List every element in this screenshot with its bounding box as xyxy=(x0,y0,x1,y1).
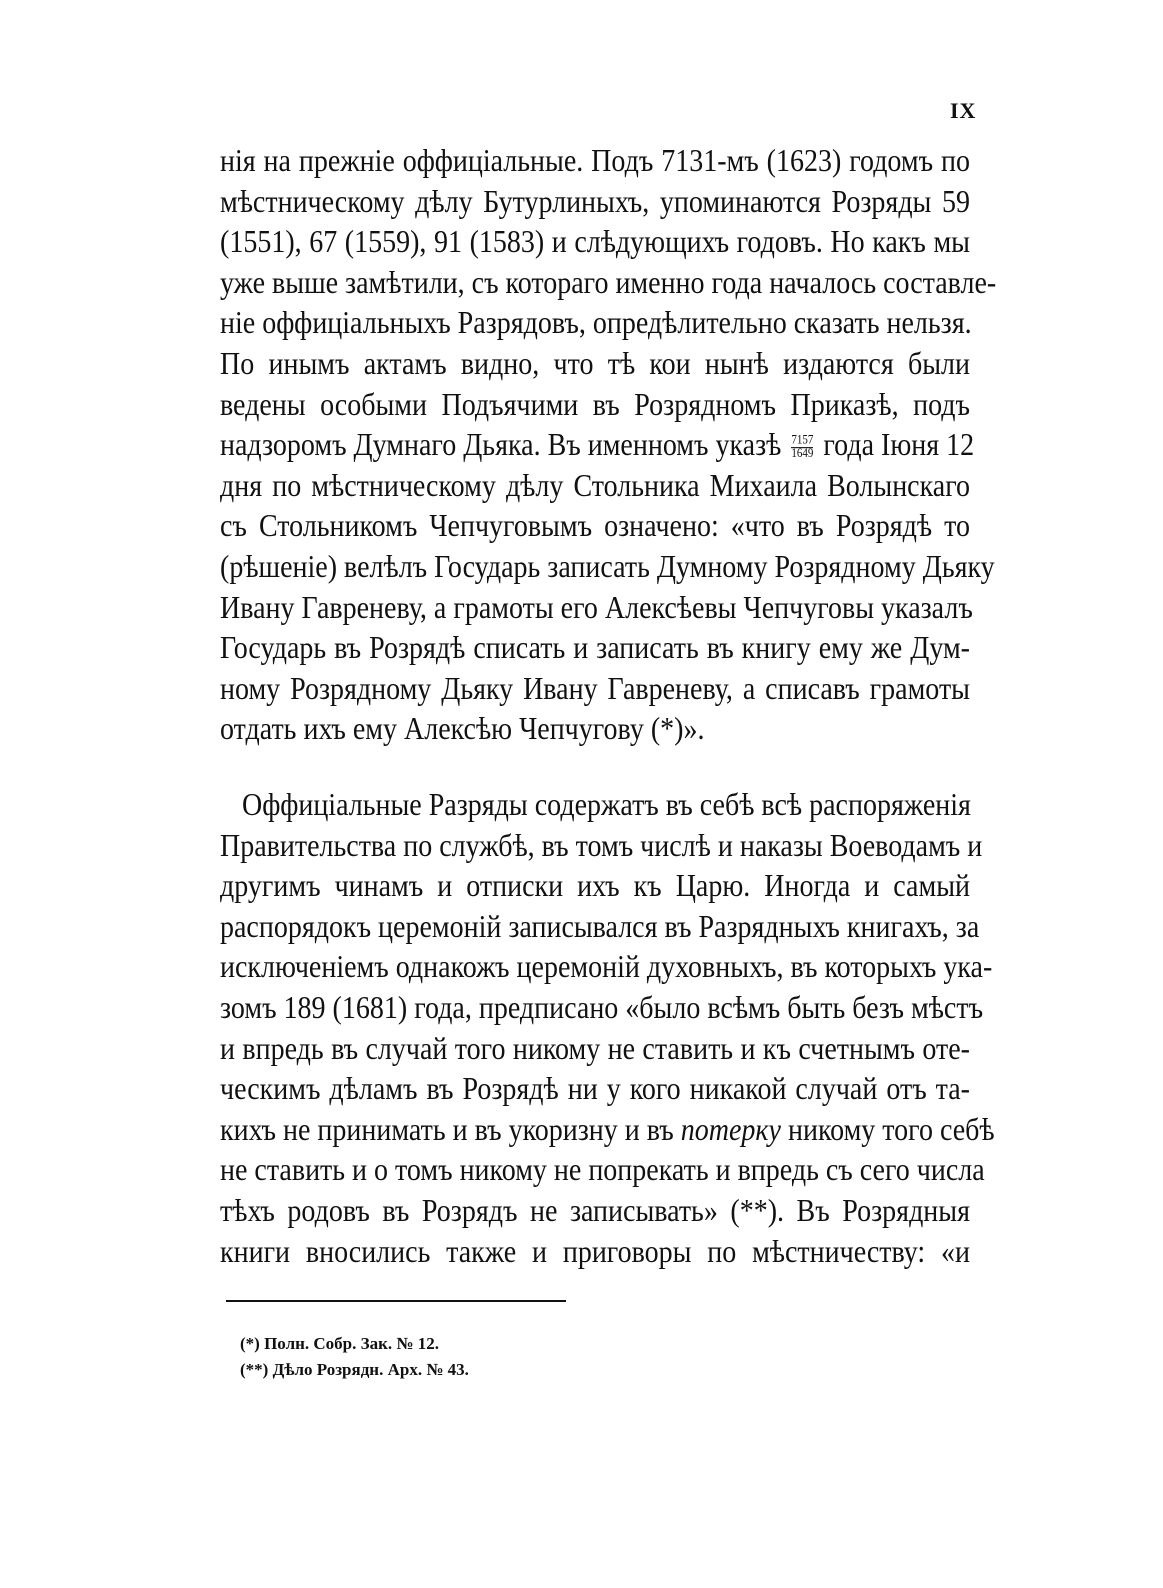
text-line xyxy=(220,424,975,469)
text-line xyxy=(220,627,970,672)
text-run: отдать ихъ ему Алексѣю Чепчугову (*)». xyxy=(220,712,705,748)
text-line xyxy=(220,221,970,266)
text-run: съ Стольникомъ Чепчуговымъ означено: «что въ Розрядѣ то xyxy=(220,509,970,545)
text-line xyxy=(220,946,993,991)
text-run: нія на прежніе оффиціальные. Подъ 7131-мъ (1623) годомъ по xyxy=(220,144,970,179)
text-line xyxy=(220,1068,970,1113)
year-fraction xyxy=(791,435,813,461)
fraction-top: 7157 xyxy=(791,433,814,448)
text-line xyxy=(220,1190,970,1235)
text-line xyxy=(220,784,970,829)
text-run: Оффиціальные Разряды содержатъ въ себѣ всѣ распоряженія xyxy=(242,788,971,823)
text-run: тѣхъ родовъ въ Розрядъ не записывать» (**). Въ Розрядныя xyxy=(220,1193,970,1229)
paragraph-1 xyxy=(220,142,997,751)
text-line xyxy=(220,824,983,869)
fraction-bottom: 1649 xyxy=(791,447,814,461)
text-line xyxy=(220,708,970,753)
text-run: зомъ 189 (1681) года, предписано «было всѣмъ быть безъ мѣстъ xyxy=(220,991,984,1026)
text-run: (рѣшеніе) велѣлъ Государь записать Думному Розрядному Дьяку xyxy=(220,549,995,585)
text-line xyxy=(220,865,970,910)
text-run: года Іюня 12 xyxy=(816,428,975,463)
text-run: дня по мѣстническому дѣлу Стольника Михаила Волынскаго xyxy=(220,468,970,504)
text-line xyxy=(220,140,970,185)
text-line xyxy=(220,464,970,509)
text-line xyxy=(220,905,980,950)
text-run: Правительства по службѣ, въ томъ числѣ и наказы Воеводамъ и xyxy=(220,828,983,864)
text-run: исключеніемъ однакожъ церемоній духовныхъ, въ которыхъ ука- xyxy=(220,950,993,986)
text-run: По инымъ актамъ видно, что тѣ кои нынѣ издаются были xyxy=(220,347,970,382)
text-line xyxy=(220,302,970,347)
text-run: другимъ чинамъ и отписки ихъ къ Царю. Иногда и самый xyxy=(220,869,970,904)
text-run: (1551), 67 (1559), 91 (1583) и слѣдующихъ годовъ. Но какъ мы xyxy=(220,225,970,260)
italic-text: потерку xyxy=(680,1112,781,1148)
text-run: не ставить и о томъ никому не попрекать и впредь съ сего числа xyxy=(220,1153,985,1189)
text-line xyxy=(220,343,970,388)
text-run: ніе оффиціальныхъ Разрядовъ, опредѣлительно сказать нельзя. xyxy=(220,306,972,342)
paragraph-2 xyxy=(220,786,995,1273)
text-run: ному Розрядному Дьяку Ивану Гавреневу, а списавъ грамоты xyxy=(220,671,970,707)
text-line xyxy=(220,505,970,550)
text-run: и впредь въ случай того никому не ставить и къ счетнымъ оте- xyxy=(220,1031,970,1067)
text-run: ведены особыми Подъячими въ Розрядномъ Приказѣ, подъ xyxy=(220,387,970,423)
text-line xyxy=(220,987,984,1032)
text-run: книги вносились также и приговоры по мѣстничеству: «и xyxy=(220,1234,970,1270)
text-run: никому того себѣ xyxy=(780,1112,995,1148)
text-run: надзоромъ Думнаго Дьяка. Въ именномъ указѣ xyxy=(220,428,789,463)
text-line xyxy=(220,546,995,591)
text-run: Государь въ Розрядѣ списать и записать въ книгу ему же Дум- xyxy=(220,631,970,666)
footnote-divider xyxy=(226,1300,566,1302)
text-line xyxy=(220,586,973,631)
footnote-2: (**) Дѣло Розрядн. Арх. № 43. xyxy=(240,1360,469,1379)
text-run: Ивану Гавреневу, а грамоты его Алексѣевы Чепчуговы указалъ xyxy=(220,590,973,626)
text-line xyxy=(220,1027,970,1072)
text-run: кихъ не принимать и въ укоризну и въ xyxy=(220,1112,681,1148)
text-line xyxy=(220,1230,970,1275)
text-line xyxy=(220,1149,985,1194)
text-line xyxy=(220,667,970,712)
footnote-1: (*) Полн. Собр. Зак. № 12. xyxy=(240,1334,439,1353)
text-run: уже выше замѣтили, съ котораго именно года началось составле- xyxy=(220,265,997,301)
text-line xyxy=(220,261,997,306)
page-number: IX xyxy=(950,98,977,123)
text-line xyxy=(220,1108,995,1153)
text-line xyxy=(220,383,970,428)
text-run: ческимъ дѣламъ въ Розрядѣ ни у кого никакой случай отъ та- xyxy=(220,1072,970,1107)
text-run: мѣстническому дѣлу Бутурлиныхъ, упоминаются Розряды 59 xyxy=(220,184,970,220)
text-line xyxy=(220,180,970,225)
text-run: распорядокъ церемоній записывался въ Разрядныхъ книгахъ, за xyxy=(220,909,980,945)
